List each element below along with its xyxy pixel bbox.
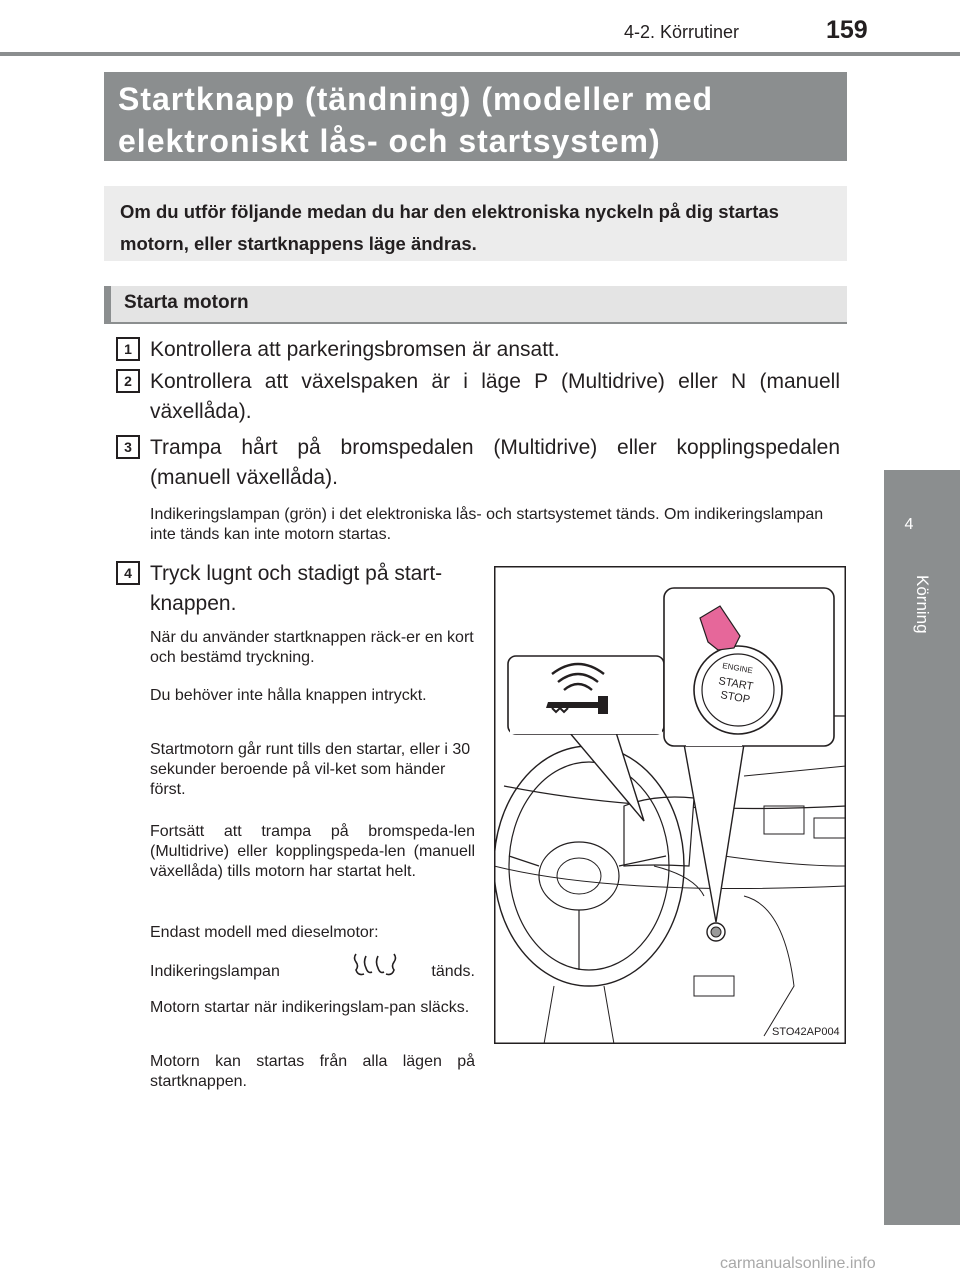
step-3-note: Indikeringslampan (grön) i det elektroniska lås- och startsystemet tänds. Om indikeringslampan inte tänds kan inte motorn startas. [150,506,824,543]
svg-text:ENGINE: ENGINE [721,661,754,676]
svg-text:START: START [717,675,755,694]
chapter-label: Körning [913,575,932,634]
glow-line-before: Indikeringslampan [150,963,280,980]
svg-text:STOP: STOP [719,689,751,707]
step-3-text: Trampa hårt på bromspedalen (Multidrive) eller kopplingspedalen (manuell växellåda). [150,436,840,489]
figure-code: STO42AP004 [772,1026,840,1038]
step-2-text: Kontrollera att växelspaken är i läge P (Multidrive) eller N (manuell växellåda). [150,370,840,423]
step-number-3: 3 [116,435,140,459]
page-number: 159 [826,16,868,44]
intro-text: Om du utför följande medan du har den elektroniska nyckeln på dig startas motorn, eller startknappens läge ändras. [120,201,779,254]
step-number-4: 4 [116,561,140,585]
watermark: carmanualsonline.info [720,1255,876,1272]
glow-plug-indicator-icon [350,950,400,983]
subheading: Starta motorn [124,292,249,313]
step-4-paragraph: Du behöver inte hålla knappen intryckt. [150,687,427,704]
diesel-note: Endast modell med dieselmotor: [150,924,379,941]
step-4-text: Tryck lugnt och stadigt på start-knappen. [150,562,443,615]
section-reference: 4-2. Körrutiner [624,22,740,42]
step-number-2: 2 [116,369,140,393]
final-paragraph: Motorn startar när indikeringslam-pan släcks. [150,999,470,1016]
step-4-paragraph: När du använder startknappen räck-er en kort och bestämd tryckning. [150,629,474,666]
step-4-paragraph: Startmotorn går runt tills den startar, eller i 30 sekunder beroende på vil-ket som händer först. [150,741,471,798]
page-title: Startknapp (tändning) (modeller med elektroniskt lås- och startsystem) [118,81,714,159]
step-number-1: 1 [116,337,140,361]
chapter-number: 4 [904,516,914,533]
header-divider [0,52,960,56]
glow-line-after: tänds. [431,963,475,980]
engine-start-stop-button-icon [694,646,782,734]
final-paragraph: Motorn kan startas från alla lägen på startknappen. [150,1053,475,1090]
step-4-paragraph: Fortsätt att trampa på bromspeda-len (Multidrive) eller kopplingspeda-len (manuell växellåda) tills motorn har startat helt. [150,823,475,880]
step-1-text: Kontrollera att parkeringsbromsen är ansatt. [150,338,560,361]
dashboard-illustration [494,566,846,1044]
subheading-accent-bar [104,286,111,324]
